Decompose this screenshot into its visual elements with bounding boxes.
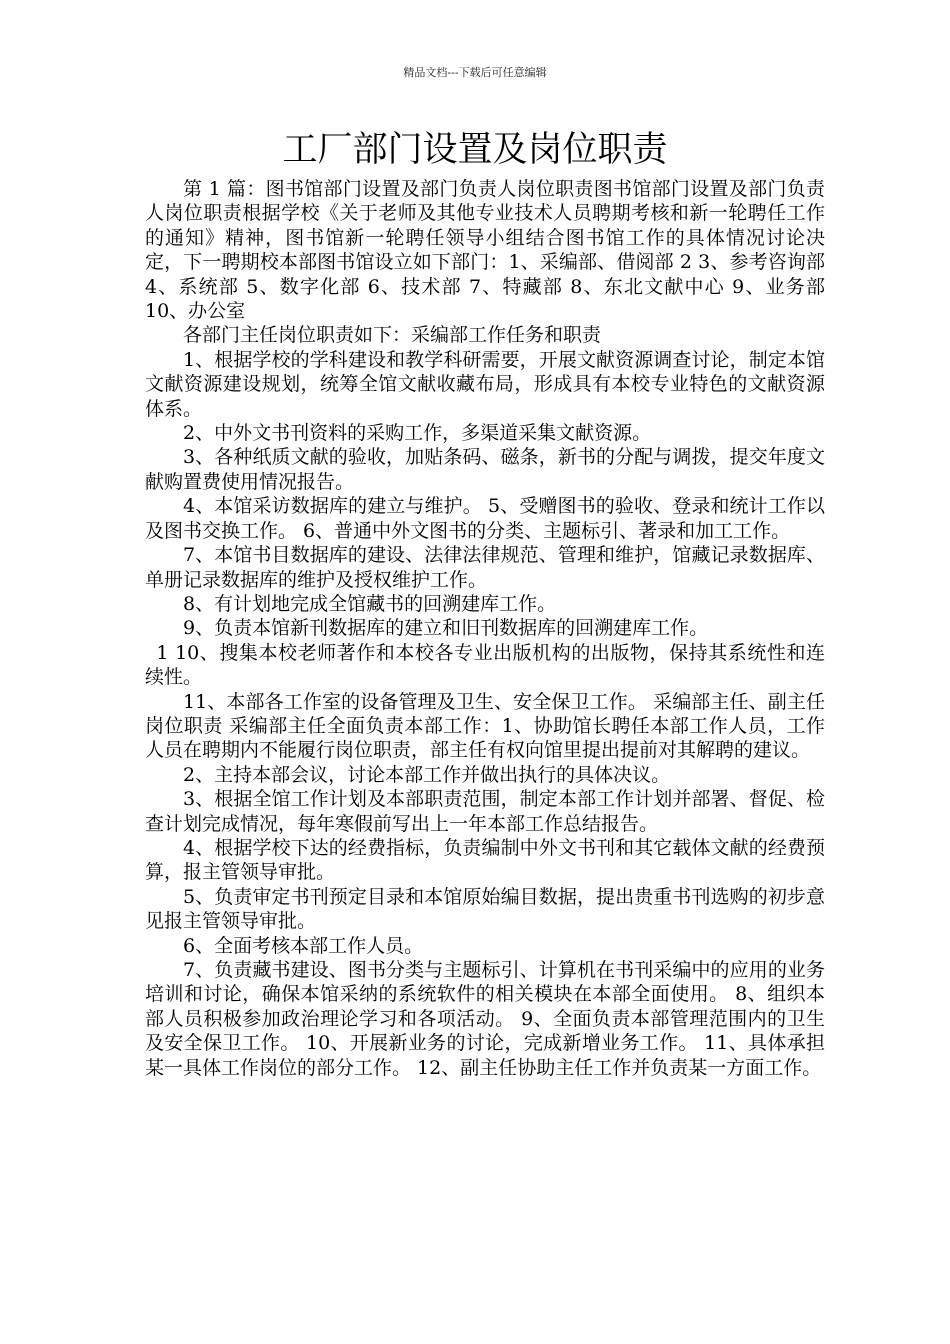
paragraph: 2、中外文书刊资料的采购工作，多渠道采集文献资源。 (183, 422, 652, 445)
header-watermark: 精品文档---下载后可任意编辑 (403, 66, 547, 79)
document-body (145, 177, 825, 1080)
paragraph: 第 1 篇：图书馆部门设置及部门负责人岗位职责图书馆部门设置及部门负责人岗位职责根据学校《关于老师及其他专业技术人员聘期考核和新一轮聘任工作的通知》精神，图书馆新一轮聘任领导小组结合图书馆工作的具体情况讨论决定，下一聘期校本部图书馆设立如下部门：1、采编部、借阅部 2 3、参考咨询部 4、系统部 5、数字化部 6、技术部 7、特藏部 8、东北文献中心 9、业务部 10、办公室 (145, 178, 825, 323)
paragraph: 6、全面考核本部工作人员。 (183, 934, 424, 957)
paragraph: 7、本馆书目数据库的建设、法律法律规范、管理和维护，馆藏记录数据库、单册记录数据库的维护及授权维护工作。 (145, 544, 825, 591)
paragraph: 9、负责本馆新刊数据库的建立和旧刊数据库的回溯建库工作。 (183, 617, 709, 640)
paragraph: 各部门主任岗位职责如下：采编部工作任务和职责 (183, 324, 602, 347)
paragraph: 3、根据全馆工作计划及本部职责范围，制定本部工作计划并部署、督促、检查计划完成情况，每年寒假前写出上一年本部工作总结报告。 (145, 788, 825, 835)
paragraph: 4、根据学校下达的经费指标，负责编制中外文书刊和其它载体文献的经费预算，报主管领导审批。 (145, 836, 825, 884)
paragraph: 2、主持本部会议，讨论本部工作并做出执行的具体决议。 (183, 763, 671, 786)
paragraph: 4、本馆采访数据库的建立与维护。 5、受赠图书的验收、登录和统计工作以及图书交换工作。 6、普通中外文图书的分类、主题标引、著录和加工工作。 (145, 495, 825, 542)
paragraph: 11、本部各工作室的设备管理及卫生、安全保卫工作。 采编部主任、副主任岗位职责 采编部主任全面负责本部工作：1、协助馆长聘任本部工作人员，工作人员在聘期内不能履行岗位职责，部主任有权向馆里提出提前对其解聘的建议。 (145, 690, 825, 762)
paragraph: 8、有计划地完成全馆藏书的回溯建库工作。 (183, 592, 557, 615)
paragraph: 3、各种纸质文献的验收，加贴条码、磁条，新书的分配与调拨，提交年度文献购置费使用情况报告。 (145, 446, 825, 493)
paragraph: 7、负责藏书建设、图书分类与主题标引、计算机在书刊采编中的应用的业务培训和讨论，确保本馆采纳的系统软件的相关模块在本部全面使用。 8、组织本部人员积极参加政治理论学习和各项活动。 9、全面负责本部管理范围内的卫生及安全保卫工作。 10、开展新业务的讨论，完成新增业务工作。 11、具体承担某一具体工作岗位的部分工作。 12、副主任协助主任工作并负责某一方面工作。 (145, 959, 825, 1079)
paragraph: 1 10、搜集本校老师著作和本校各专业出版机构的出版物，保持其系统性和连续性。 (145, 641, 825, 689)
paragraph: 5、负责审定书刊预定目录和本馆原始编目数据，提出贵重书刊选购的初步意见报主管领导审批。 (145, 885, 825, 933)
page-title: 工厂部门设置及岗位职责 (282, 130, 668, 170)
paragraph: 1、根据学校的学科建设和教学科研需要，开展文献资源调查讨论，制定本馆文献资源建设规划，统筹全馆文献收藏布局，形成具有本校专业特色的文献资源体系。 (145, 348, 825, 420)
